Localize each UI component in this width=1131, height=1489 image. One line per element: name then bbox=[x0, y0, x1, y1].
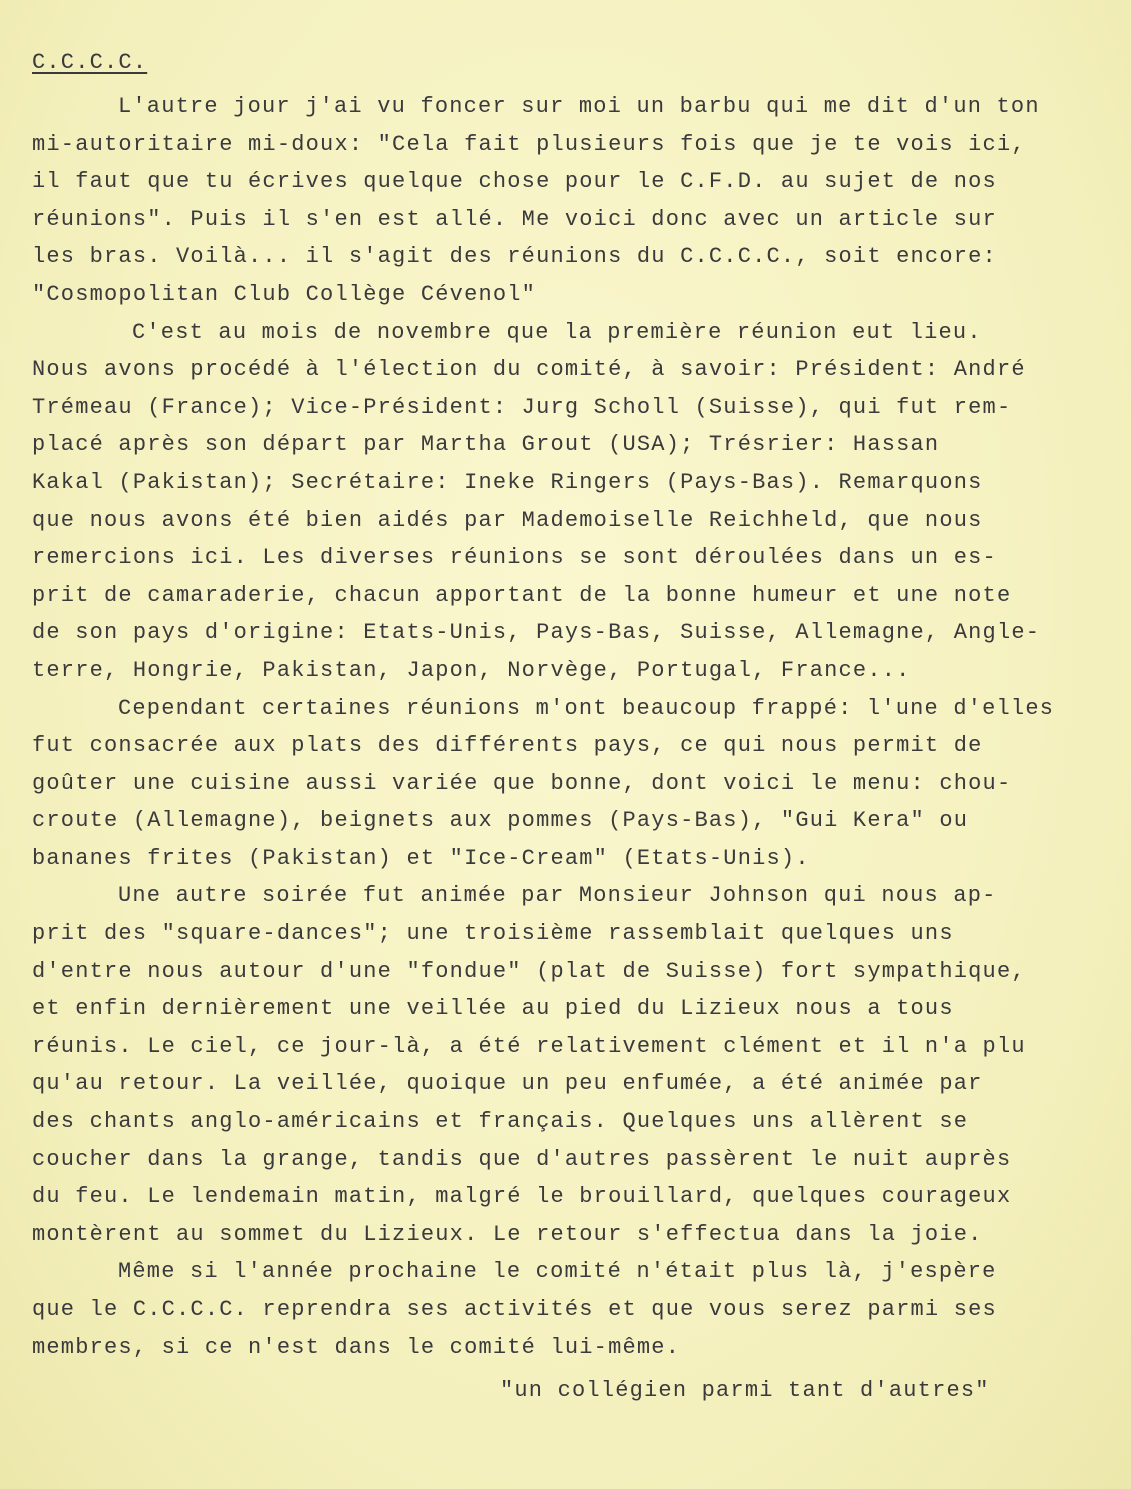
paragraph-2-line: prit de camaraderie, chacun apportant de la bonne humeur et une note bbox=[32, 582, 1012, 608]
signature: "un collégien parmi tant d'autres" bbox=[500, 1378, 990, 1403]
paragraph-3-line: croute (Allemagne), beignets aux pommes (Pays-Bas), "Gui Kera" ou bbox=[32, 808, 969, 834]
article-body bbox=[32, 88, 1054, 1366]
paragraph-1-line: il faut que tu écrives quelque chose pour le C.F.D. au sujet de nos bbox=[32, 169, 997, 195]
paragraph-3-line: bananes frites (Pakistan) et "Ice-Cream" (Etats-Unis). bbox=[32, 845, 810, 871]
paragraph-3-line: Cependant certaines réunions m'ont beaucoup frappé: l'une d'elles bbox=[118, 695, 1055, 721]
paragraph-2-line: remercions ici. Les diverses réunions se sont déroulées dans un es- bbox=[32, 545, 997, 571]
paragraph-4-line: qu'au retour. La veillée, quoique un peu enfumée, a été animée par bbox=[32, 1071, 983, 1097]
paragraph-5-line: que le C.C.C.C. reprendra ses activités et que vous serez parmi ses bbox=[32, 1297, 997, 1322]
paragraph-1-line: réunions". Puis il s'en est allé. Me voici donc avec un article sur bbox=[32, 206, 997, 232]
paragraph-4-line: et enfin dernièrement une veillée au pied du Lizieux nous a tous bbox=[32, 996, 954, 1022]
paragraph-1-line: mi-autoritaire mi-doux: "Cela fait plusieurs fois que je te vois ici, bbox=[32, 131, 1026, 157]
paragraph-2-line: de son pays d'origine: Etats-Unis, Pays-Bas, Suisse, Allemagne, Angle- bbox=[32, 620, 1041, 646]
paragraph-2-line: que nous avons été bien aidés par Mademoiselle Reichheld, que nous bbox=[32, 507, 983, 533]
paragraph-2-line: terre, Hongrie, Pakistan, Japon, Norvège, Portugal, France... bbox=[32, 657, 911, 683]
paragraph-2-line: Kakal (Pakistan); Secrétaire: Ineke Ringers (Pays-Bas). Remarquons bbox=[32, 469, 983, 495]
paragraph-5-line: Même si l'année prochaine le comité n'était plus là, j'espère bbox=[118, 1259, 997, 1285]
paragraph-1-line: les bras. Voilà... il s'agit des réunions du C.C.C.C., soit encore: bbox=[32, 244, 997, 270]
paragraph-4-line: du feu. Le lendemain matin, malgré le brouillard, quelques courageux bbox=[32, 1184, 1012, 1210]
paragraph-4-line: d'entre nous autour d'une "fondue" (plat de Suisse) fort sympathique, bbox=[32, 958, 1026, 984]
paragraph-4-line: coucher dans la grange, tandis que d'autres passèrent le nuit auprès bbox=[32, 1146, 1012, 1172]
paragraph-1-line: L'autre jour j'ai vu foncer sur moi un barbu qui me dit d'un ton bbox=[118, 94, 1040, 119]
paragraph-5-line: membres, si ce n'est dans le comité lui-même. bbox=[32, 1334, 681, 1360]
paragraph-4-line: montèrent au sommet du Lizieux. Le retour s'effectua dans la joie. bbox=[32, 1221, 983, 1247]
paragraph-4-line: Une autre soirée fut animée par Monsieur Johnson qui nous ap- bbox=[118, 883, 997, 909]
paragraph-4-line: réunis. Le ciel, ce jour-là, a été relativement clément et il n'a plu bbox=[32, 1033, 1026, 1059]
paragraph-4-line: prit des "square-dances"; une troisième rassemblait quelques uns bbox=[32, 921, 954, 947]
paragraph-2-line: Nous avons procédé à l'élection du comité, à savoir: Président: André bbox=[32, 357, 1026, 383]
paragraph-4-line: des chants anglo-américains et français. Quelques uns allèrent se bbox=[32, 1109, 969, 1135]
page-title: C.C.C.C. bbox=[32, 50, 148, 75]
paragraph-1-line: "Cosmopolitan Club Collège Cévenol" bbox=[32, 281, 537, 307]
paragraph-3-line: fut consacrée aux plats des différents pays, ce qui nous permit de bbox=[32, 733, 983, 759]
paragraph-2-line: placé après son départ par Martha Grout (USA); Trésrier: Hassan bbox=[32, 432, 940, 458]
paragraph-2-line: C'est au mois de novembre que la première réunion eut lieu. bbox=[132, 319, 982, 345]
paragraph-2-line: Trémeau (France); Vice-Président: Jurg Scholl (Suisse), qui fut rem- bbox=[32, 394, 1012, 420]
paragraph-3-line: goûter une cuisine aussi variée que bonne, dont voici le menu: chou- bbox=[32, 770, 1012, 796]
